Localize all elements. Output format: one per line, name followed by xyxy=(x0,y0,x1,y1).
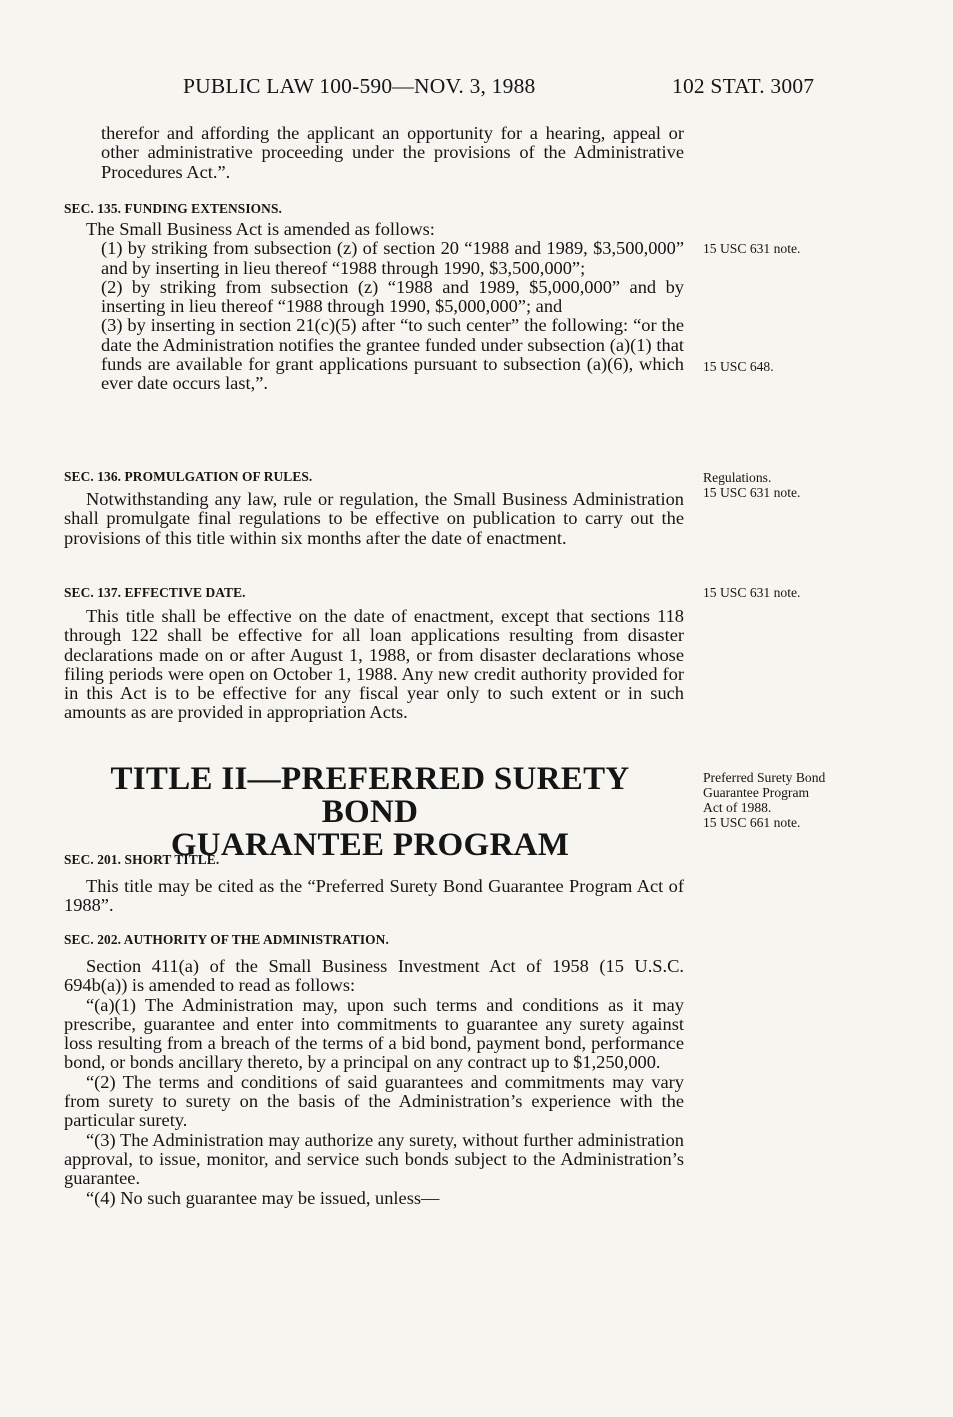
margin-note: 15 USC 648. xyxy=(703,359,774,374)
section-paragraph: This title may be cited as the “Preferred Surety Bond Guarantee Program Act of 1988”. xyxy=(64,876,684,916)
amendment-item-1: (1) by striking from subsection (z) of section 20 “1988 and 1989, $3,500,000” and by inserting in lieu thereof “1988 through 1990, $3,500,000”; xyxy=(101,238,684,278)
section-135 xyxy=(64,201,684,394)
section-136 xyxy=(64,469,684,548)
margin-note: 15 USC 631 note. xyxy=(703,585,801,600)
section-heading: SEC. 135. FUNDING EXTENSIONS. xyxy=(64,201,282,216)
margin-note: 15 USC 631 note. xyxy=(703,241,801,256)
section-paragraph: This title shall be effective on the date of enactment, except that sections 118 through 122 shall be effective for all loan applications resulting from disaster declarations made on or after August 1, 1988, or from disaster declarations whose filing periods were open on October 1, 1988. Any new credit authority provided for in this Act is to be effective for any fiscal year only to such extent or in such amounts as are provided in appropriation Acts. xyxy=(64,606,684,723)
amendment-item-3: (3) by inserting in section 21(c)(5) after “to such center” the following: “or the date the Administration notifies the grantee funded under subsection (a)(1) that funds are available for grant applications pursuant to subsection (a)(6), which ever date occurs last,”. xyxy=(101,315,684,394)
margin-note-regulations xyxy=(703,470,843,500)
section-lead: The Small Business Act is amended as follows: xyxy=(86,219,435,239)
subsection-4: “(4) No such guarantee may be issued, unless— xyxy=(86,1187,440,1208)
section-heading: SEC. 136. PROMULGATION OF RULES. xyxy=(64,469,313,484)
section-heading: SEC. 137. EFFECTIVE DATE. xyxy=(64,585,246,600)
section-paragraph: Notwithstanding any law, rule or regulation, the Small Business Administration shall promulgate final regulations to be effective on publication to carry out the provisions of this title within six months after the date of enactment. xyxy=(64,489,684,548)
margin-note-label: Regulations. xyxy=(703,470,772,485)
section-137 xyxy=(64,585,684,723)
amendment-item-2: (2) by striking from subsection (z) “1988 and 1989, $5,000,000” and by inserting in lieu thereof “1988 through 1990, $5,000,000”; and xyxy=(101,276,684,317)
section-lead: Section 411(a) of the Small Business Investment Act of 1958 (15 U.S.C. 694b(a)) is amended to read as follows: xyxy=(64,956,684,996)
running-header: PUBLIC LAW 100-590—NOV. 3, 1988 xyxy=(183,74,536,98)
section-201 xyxy=(64,852,684,916)
intro-paragraph: therefor and affording the applicant an opportunity for a hearing, appeal or other administrative proceeding under the provisions of the Administrative Procedures Act.”. xyxy=(101,123,684,182)
section-heading: SEC. 201. SHORT TITLE. xyxy=(64,852,220,867)
subsection-2: “(2) The terms and conditions of said guarantees and commitments may vary from surety to surety on the basis of the Administration’s experience with the particular surety. xyxy=(64,1071,684,1131)
title-line-1: TITLE II—PREFERRED SURETY BOND xyxy=(110,761,630,830)
section-heading: SEC. 202. AUTHORITY OF THE ADMINISTRATION. xyxy=(64,932,389,947)
title-ii-heading xyxy=(70,763,670,862)
section-202 xyxy=(64,932,684,1208)
margin-note-citation: 15 USC 661 note. xyxy=(703,815,801,830)
title-line-2: GUARANTEE PROGRAM xyxy=(170,827,570,863)
margin-note-label: Preferred Surety Bond Guarantee Program Act of 1988. xyxy=(703,770,826,815)
margin-note-citation: 15 USC 631 note. xyxy=(703,485,801,500)
subsection-3: “(3) The Administration may authorize any surety, without further administration approval, to issue, monitor, and service such bonds subject to the Administration’s guarantee. xyxy=(64,1129,684,1189)
margin-note-short-title xyxy=(703,770,831,830)
subsection-a1: “(a)(1) The Administration may, upon such terms and conditions as it may prescribe, guarantee and enter into commitments to guarantee any surety against loss resulting from a breach of the terms of a bid bond, payment bond, performance bond, or bonds ancillary thereto, by a principal on any contract up to $1,250,000. xyxy=(64,994,684,1073)
intro-block xyxy=(64,124,684,182)
page-number: 102 STAT. 3007 xyxy=(672,74,815,98)
